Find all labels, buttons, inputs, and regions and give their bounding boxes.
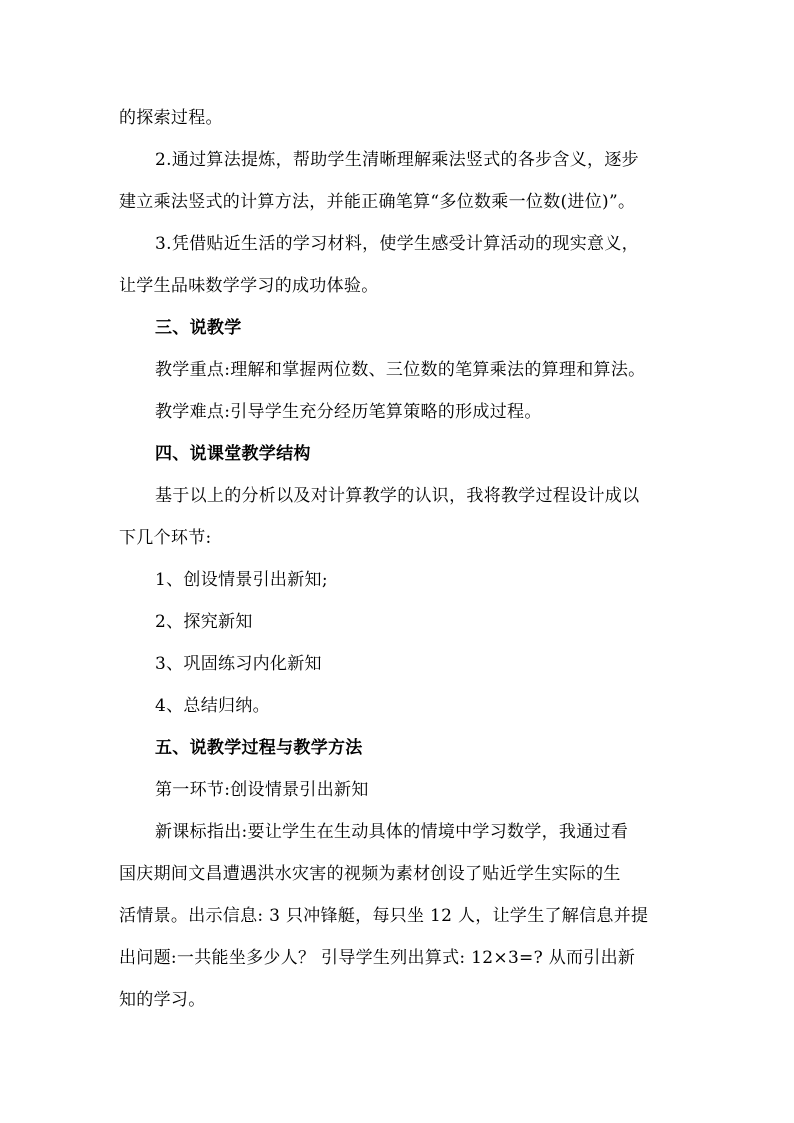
section-heading-5: 五、说教学过程与教学方法 xyxy=(155,738,363,758)
list-item-3: 3.凭借贴近生活的学习材料，使学生感受计算活动的现实意义， xyxy=(155,234,639,254)
step-item-1: 1、创设情景引出新知; xyxy=(155,570,328,590)
text-line: 知的学习。 xyxy=(119,990,206,1010)
step-item-3: 3、巩固练习内化新知 xyxy=(155,654,322,674)
text-line: 基于以上的分析以及对计算教学的认识，我将教学过程设计成以 xyxy=(155,486,640,506)
text-line: 下几个环节: xyxy=(119,528,212,548)
text-line: 的探索过程。 xyxy=(119,108,223,128)
step-item-4: 4、总结归纳。 xyxy=(155,696,270,716)
text-line: 活情景。出示信息: 3 只冲锋艇，每只坐 12 人，让学生了解信息并提 xyxy=(119,906,649,926)
text-line: 新课标指出:要让学生在生动具体的情境中学习数学，我通过看 xyxy=(155,822,629,842)
subsection-heading: 第一环节:创设情景引出新知 xyxy=(155,780,369,800)
step-item-2: 2、探究新知 xyxy=(155,612,253,632)
text-line: 出问题:一共能坐多少人？ 引导学生列出算式: 12×3=? 从而引出新 xyxy=(119,948,636,968)
teaching-focus: 教学重点:理解和掌握两位数、三位数的笔算乘法的算理和算法。 xyxy=(155,360,646,380)
teaching-difficulty: 教学难点:引导学生充分经历笔算策略的形成过程。 xyxy=(155,402,542,422)
section-heading-4: 四、说课堂教学结构 xyxy=(155,444,311,464)
list-item-2: 2.通过算法提炼，帮助学生清晰理解乘法竖式的各步含义，逐步 xyxy=(155,150,639,170)
section-heading-3: 三、说教学 xyxy=(155,318,242,338)
text-line: 国庆期间文昌遭遇洪水灾害的视频为素材创设了贴近学生实际的生 xyxy=(119,864,621,884)
text-line: 让学生品味数学学习的成功体验。 xyxy=(119,276,379,296)
document-body xyxy=(119,97,677,1021)
text-line: 建立乘法竖式的计算方法，并能正确笔算“多位数乘一位数(进位)”。 xyxy=(119,192,636,212)
